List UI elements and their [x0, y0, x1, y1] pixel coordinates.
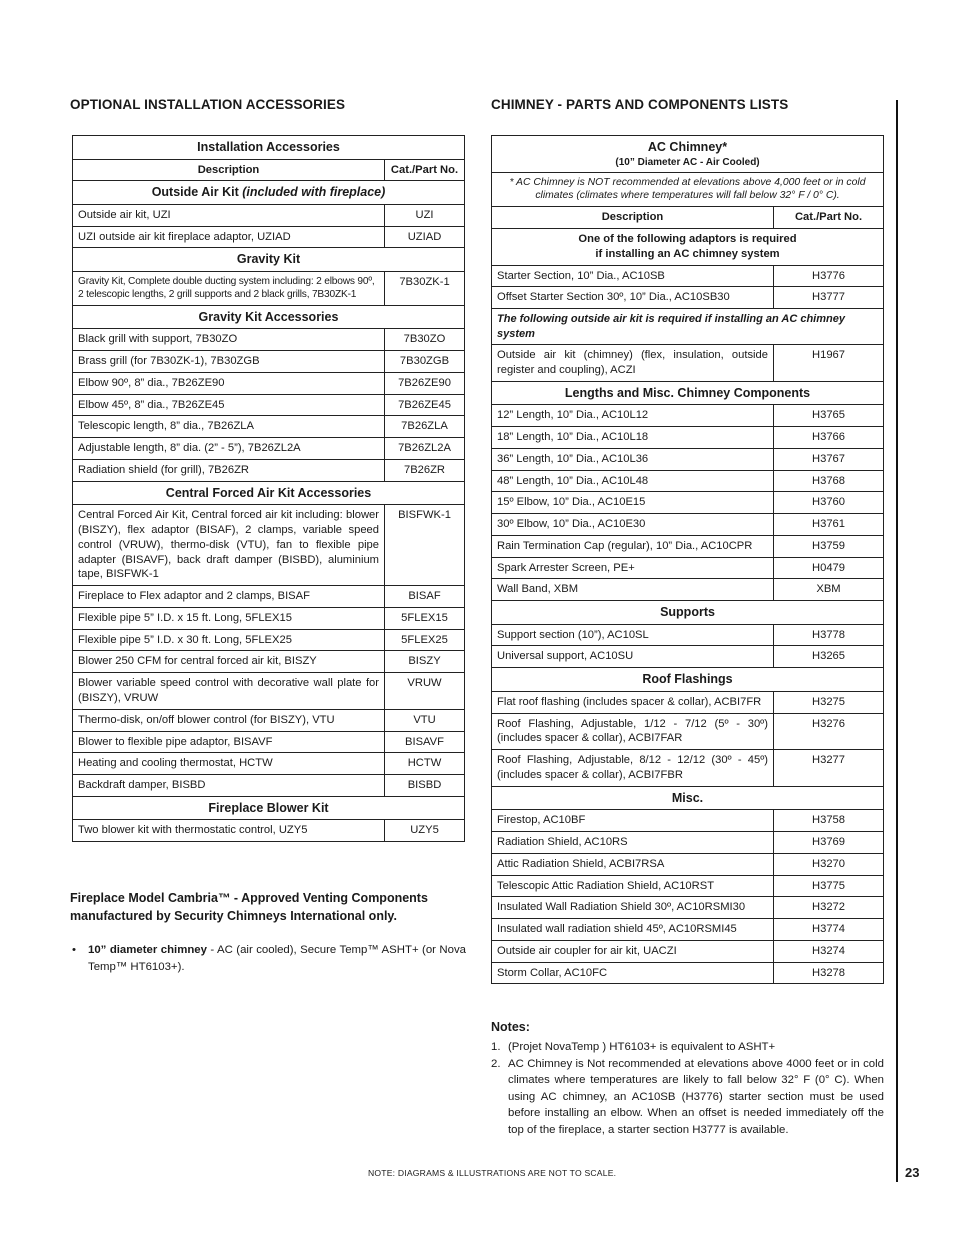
note-text: (Projet NovaTemp ) HT6103+ is equivalent to ASHT+	[508, 1041, 776, 1054]
row-description: Brass grill (for 7B30ZK-1), 7B30ZGB	[73, 351, 385, 373]
row-cat-part-no: 5FLEX25	[385, 629, 465, 651]
row-cat-part-no: H3778	[774, 624, 884, 646]
row-cat-part-no: H3775	[774, 875, 884, 897]
note-text: AC Chimney is Not recommended at elevations above 4000 feet or in cold climates where temperatures are likely to fall below 32° F (0° C). When using AC chimney, an AC10SB (H3776) starter section must be used before installing an elbow. When an offset is needed immediately off the top of the fireplace, a starter section H3777 is available.	[508, 1057, 884, 1136]
outside-air-kit-heading-cell	[73, 181, 465, 205]
row-cat-part-no: UZIAD	[385, 226, 465, 248]
table-row	[73, 394, 465, 416]
misc-heading-cell	[492, 786, 884, 810]
column-header-row	[492, 207, 884, 229]
table-row	[492, 265, 884, 287]
ac-chimney-table	[491, 135, 884, 984]
row-description: Gravity Kit, Complete double ducting system including: 2 elbows 90º, 2 telescopic lengths, 2 grill supports and 2 black grills, 7B30ZK-1	[73, 271, 385, 305]
fireplace-blower-kit-heading-label: Fireplace Blower Kit	[208, 800, 329, 815]
footer-note: NOTE: DIAGRAMS & ILLUSTRATIONS ARE NOT TO SCALE.	[368, 1168, 617, 1178]
table-row	[492, 426, 884, 448]
table-row	[73, 459, 465, 481]
row-cat-part-no: 7B26ZE90	[385, 372, 465, 394]
table-row	[492, 831, 884, 853]
row-description: Blower to flexible pipe adaptor, BISAVF	[73, 731, 385, 753]
row-cat-part-no: BISAVF	[385, 731, 465, 753]
table-row	[73, 651, 465, 673]
table-row	[492, 853, 884, 875]
table-row	[73, 505, 465, 586]
adaptor-note-line-2: if installing an AC chimney system	[595, 247, 780, 260]
central-forced-air-heading	[73, 481, 465, 505]
table-row	[73, 731, 465, 753]
outside-air-required-row	[492, 309, 884, 345]
row-description: Telescopic length, 8” dia., 7B26ZLA	[73, 416, 385, 438]
cambria-approved-text: Fireplace Model Cambria™ - Approved Venting Components manufactured by Security Chimneys International only.	[70, 891, 428, 923]
row-cat-part-no: 5FLEX15	[385, 607, 465, 629]
table-row	[492, 750, 884, 787]
row-cat-part-no: H3768	[774, 470, 884, 492]
fireplace-blower-kit-heading	[73, 796, 465, 820]
row-cat-part-no: H1967	[774, 345, 884, 382]
table-row	[492, 557, 884, 579]
row-description: Elbow 90º, 8” dia., 7B26ZE90	[73, 372, 385, 394]
row-description: Flexible pipe 5” I.D. x 30 ft. Long, 5FLEX25	[73, 629, 385, 651]
row-cat-part-no: XBM	[774, 579, 884, 601]
roof-flashings-heading	[492, 668, 884, 692]
table-row	[492, 470, 884, 492]
table-row	[73, 629, 465, 651]
right-heading: CHIMNEY - PARTS AND COMPONENTS LISTS	[491, 97, 789, 112]
notes-list	[491, 1039, 884, 1138]
row-description: Support section (10”), AC10SL	[492, 624, 774, 646]
row-cat-part-no: H3270	[774, 853, 884, 875]
chimney-warning-note: * AC Chimney is NOT recommended at elevations above 4,000 feet or in cold climates (climates where temperatures will fall below 32° F / 0° C).	[492, 172, 884, 206]
table-row	[73, 329, 465, 351]
row-description: Insulated Wall Radiation Shield 30º, AC10RSMI30	[492, 897, 774, 919]
table-row	[492, 646, 884, 668]
row-cat-part-no: H3760	[774, 492, 884, 514]
row-description: Roof Flashing, Adjustable, 1/12 - 7/12 (5º - 30º) (includes spacer & collar), ACBI7FAR	[492, 713, 774, 750]
table-row	[492, 810, 884, 832]
table-row	[73, 673, 465, 710]
table-row	[73, 820, 465, 842]
chimney-subtitle: (10” Diameter AC - Air Cooled)	[615, 156, 760, 168]
note-number: 1.	[491, 1041, 501, 1054]
row-cat-part-no: H3275	[774, 691, 884, 713]
table-row	[73, 204, 465, 226]
fireplace-blower-kit-heading-cell	[73, 796, 465, 820]
table-row	[492, 713, 884, 750]
row-description: Blower 250 CFM for central forced air kit, BISZY	[73, 651, 385, 673]
misc-heading-label: Misc.	[671, 790, 704, 805]
row-description: Attic Radiation Shield, ACBI7RSA	[492, 853, 774, 875]
install-table-title-label: Installation Accessories	[197, 140, 340, 154]
row-cat-part-no: H3774	[774, 919, 884, 941]
column-header-row	[73, 159, 465, 181]
row-description: Flexible pipe 5” I.D. x 15 ft. Long, 5FLEX15	[73, 607, 385, 629]
row-cat-part-no: 7B26ZR	[385, 459, 465, 481]
row-description: Wall Band, XBM	[492, 579, 774, 601]
col-description: Description	[73, 159, 385, 181]
gravity-kit-heading-cell	[73, 248, 465, 272]
row-description: Universal support, AC10SU	[492, 646, 774, 668]
row-description: Central Forced Air Kit, Central forced air kit including: blower (BISZY), flex adaptor (BISAF), 2 clamps, variable speed control (VRUW), thermo-disk (VTU), fan to flexible pipe adapter (BISAVF), back draft damper (BISBD), aluminium tape, BISFWK-1	[73, 505, 385, 586]
gravity-kit-accessories-heading-label: Gravity Kit Accessories	[198, 309, 339, 324]
left-heading: OPTIONAL INSTALLATION ACCESSORIES	[70, 97, 346, 112]
row-cat-part-no: BISBD	[385, 775, 465, 797]
row-cat-part-no: H3767	[774, 448, 884, 470]
row-description: Firestop, AC10BF	[492, 810, 774, 832]
page-number: 23	[905, 1165, 920, 1180]
row-cat-part-no: 7B30ZGB	[385, 351, 465, 373]
row-description: 15º Elbow, 10” Dia., AC10E15	[492, 492, 774, 514]
row-description: Outside air kit, UZI	[73, 204, 385, 226]
row-description: Offset Starter Section 30º, 10” Dia., AC10SB30	[492, 287, 774, 309]
gravity-kit-heading-label: Gravity Kit	[236, 252, 301, 267]
row-cat-part-no: H3759	[774, 535, 884, 557]
row-description: Backdraft damper, BISBD	[73, 775, 385, 797]
adaptor-note-line-1: One of the following adaptors is required	[578, 232, 797, 245]
row-description: Heating and cooling thermostat, HCTW	[73, 753, 385, 775]
row-description: 48” Length, 10” Dia., AC10L48	[492, 470, 774, 492]
supports-heading	[492, 601, 884, 625]
row-cat-part-no: H3758	[774, 810, 884, 832]
table-row	[492, 345, 884, 382]
row-description: 36” Length, 10” Dia., AC10L36	[492, 448, 774, 470]
row-cat-part-no: H3766	[774, 426, 884, 448]
row-description: Flat roof flashing (includes spacer & collar), ACBI7FR	[492, 691, 774, 713]
row-description: Black grill with support, 7B30ZO	[73, 329, 385, 351]
central-forced-air-heading-label: Central Forced Air Kit Accessories	[165, 485, 372, 500]
row-cat-part-no: H3274	[774, 940, 884, 962]
row-description: Radiation Shield, AC10RS	[492, 831, 774, 853]
row-description: Outside air coupler for air kit, UACZI	[492, 940, 774, 962]
table-row	[492, 405, 884, 427]
row-cat-part-no: VTU	[385, 709, 465, 731]
note-item	[491, 1039, 884, 1056]
outside-air-included-note: (included with fireplace)	[242, 185, 386, 200]
table-row	[492, 962, 884, 984]
row-description: 30º Elbow, 10” Dia., AC10E30	[492, 514, 774, 536]
notes-title: Notes:	[491, 1020, 530, 1034]
chimney-title: AC Chimney*	[647, 140, 728, 154]
row-description: Two blower kit with thermostatic control, UZY5	[73, 820, 385, 842]
row-cat-part-no: 7B26ZL2A	[385, 438, 465, 460]
row-cat-part-no: H3776	[774, 265, 884, 287]
adaptor-required-note	[492, 228, 884, 265]
supports-heading-cell	[492, 601, 884, 625]
row-cat-part-no: H3765	[774, 405, 884, 427]
table-row	[73, 753, 465, 775]
row-description: Roof Flashing, Adjustable, 8/12 - 12/12 (30º - 45º) (includes spacer & collar), ACBI7FBR	[492, 750, 774, 787]
table-row	[73, 271, 465, 305]
chimney-warning-row	[492, 172, 884, 206]
row-cat-part-no: H3761	[774, 514, 884, 536]
row-cat-part-no: H3278	[774, 962, 884, 984]
row-cat-part-no: BISFWK-1	[385, 505, 465, 586]
row-cat-part-no: 7B26ZLA	[385, 416, 465, 438]
vertical-rule	[896, 100, 898, 1182]
roof-flashings-heading-label: Roof Flashings	[642, 672, 733, 687]
supports-heading-label: Supports	[660, 605, 715, 620]
row-description: Rain Termination Cap (regular), 10” Dia., AC10CPR	[492, 535, 774, 557]
row-description: Storm Collar, AC10FC	[492, 962, 774, 984]
row-description: 12” Length, 10” Dia., AC10L12	[492, 405, 774, 427]
row-description: Thermo-disk, on/off blower control (for BISZY), VTU	[73, 709, 385, 731]
gravity-kit-accessories-heading-cell	[73, 305, 465, 329]
table-row	[492, 897, 884, 919]
row-cat-part-no: HCTW	[385, 753, 465, 775]
row-description: 18” Length, 10” Dia., AC10L18	[492, 426, 774, 448]
bullet-bold: 10” diameter chimney	[88, 944, 207, 956]
install-table-title-cell	[73, 136, 465, 160]
row-cat-part-no: H3272	[774, 897, 884, 919]
row-description: Starter Section, 10” Dia., AC10SB	[492, 265, 774, 287]
row-cat-part-no: 7B30ZO	[385, 329, 465, 351]
table-row	[492, 940, 884, 962]
row-cat-part-no: UZI	[385, 204, 465, 226]
table-row	[492, 514, 884, 536]
table-row	[73, 351, 465, 373]
col-description: Description	[492, 207, 774, 229]
row-description: UZI outside air kit fireplace adaptor, UZIAD	[73, 226, 385, 248]
row-cat-part-no: H3777	[774, 287, 884, 309]
lengths-misc-heading-cell	[492, 381, 884, 405]
install-table-title	[73, 136, 465, 160]
outside-air-kit-heading-label: Outside Air Kit	[151, 185, 243, 200]
table-row	[492, 875, 884, 897]
row-cat-part-no: 7B30ZK-1	[385, 271, 465, 305]
misc-heading	[492, 786, 884, 810]
roof-flashings-heading-cell	[492, 668, 884, 692]
table-row	[73, 372, 465, 394]
col-cat-part-no: Cat./Part No.	[385, 159, 465, 181]
outside-air-kit-heading	[73, 181, 465, 205]
notes-section	[491, 1018, 884, 1138]
table-row	[492, 624, 884, 646]
bullet-dot: •	[72, 944, 76, 956]
row-description: Radiation shield (for grill), 7B26ZR	[73, 459, 385, 481]
row-cat-part-no: H0479	[774, 557, 884, 579]
row-cat-part-no: BISZY	[385, 651, 465, 673]
row-description: Blower variable speed control with decorative wall plate for (BISZY), VRUW	[73, 673, 385, 710]
lengths-misc-heading-label: Lengths and Misc. Chimney Components	[564, 385, 811, 400]
bullet-text	[88, 942, 466, 975]
gravity-kit-heading	[73, 248, 465, 272]
row-description: Fireplace to Flex adaptor and 2 clamps, BISAF	[73, 586, 385, 608]
table-row	[73, 586, 465, 608]
table-row	[73, 416, 465, 438]
row-description: Outside air kit (chimney) (flex, insulation, outside register and coupling), ACZI	[492, 345, 774, 382]
row-cat-part-no: 7B26ZE45	[385, 394, 465, 416]
chimney-table-title	[492, 136, 884, 173]
row-cat-part-no: H3769	[774, 831, 884, 853]
row-cat-part-no: UZY5	[385, 820, 465, 842]
row-description: Elbow 45º, 8” dia., 7B26ZE45	[73, 394, 385, 416]
adaptor-required-row	[492, 228, 884, 265]
gravity-kit-accessories-heading	[73, 305, 465, 329]
row-description: Adjustable length, 8” dia. (2” - 5”), 7B26ZL2A	[73, 438, 385, 460]
table-row	[73, 226, 465, 248]
table-row	[492, 492, 884, 514]
table-row	[73, 607, 465, 629]
row-cat-part-no: VRUW	[385, 673, 465, 710]
bullet-rest: - AC (air cooled), Secure Temp™ ASHT+ (or Nova Temp™ HT6103+).	[88, 944, 467, 973]
row-cat-part-no: H3276	[774, 713, 884, 750]
table-row	[492, 535, 884, 557]
lengths-misc-heading	[492, 381, 884, 405]
table-row	[492, 287, 884, 309]
col-cat-part-no: Cat./Part No.	[774, 207, 884, 229]
note-number: 2.	[491, 1057, 501, 1070]
row-description: Telescopic Attic Radiation Shield, AC10RST	[492, 875, 774, 897]
table-row	[73, 438, 465, 460]
row-cat-part-no: H3277	[774, 750, 884, 787]
central-forced-air-heading-cell	[73, 481, 465, 505]
outside-air-required-note: The following outside air kit is required if installing an AC chimney system	[492, 309, 884, 345]
chimney-title-cell	[492, 136, 884, 173]
row-cat-part-no: BISAF	[385, 586, 465, 608]
row-description: Insulated wall radiation shield 45º, AC10RSMI45	[492, 919, 774, 941]
row-cat-part-no: H3265	[774, 646, 884, 668]
table-row	[73, 709, 465, 731]
table-row	[73, 775, 465, 797]
table-row	[492, 919, 884, 941]
row-description: Spark Arrester Screen, PE+	[492, 557, 774, 579]
table-row	[492, 579, 884, 601]
table-row	[492, 448, 884, 470]
installation-accessories-table	[72, 135, 465, 842]
chimney-bullet	[72, 942, 466, 975]
table-row	[492, 691, 884, 713]
note-item	[491, 1056, 884, 1139]
